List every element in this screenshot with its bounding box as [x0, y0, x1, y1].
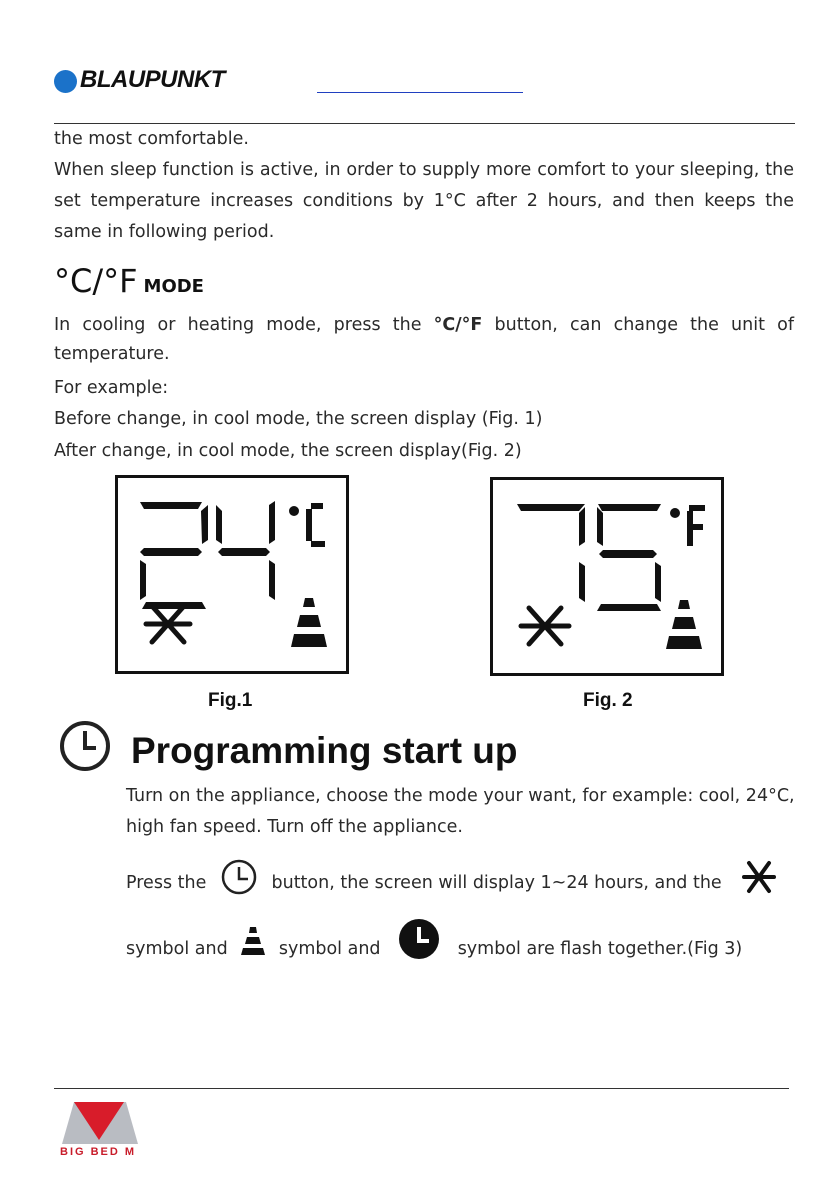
- clock-icon: [220, 858, 258, 896]
- after-text: After change, in cool mode, the screen display(Fig. 2): [54, 441, 522, 461]
- symbols-text-3: symbol are flash together.(Fig 3): [457, 939, 743, 959]
- press-line: [126, 864, 796, 902]
- text-line-continuation: the most comfortable.: [54, 129, 249, 149]
- clock-icon: [58, 719, 112, 773]
- segment: [140, 502, 202, 509]
- display-figure-1: [115, 475, 349, 674]
- symbols-text-2: symbol and: [278, 939, 381, 959]
- clock-filled-icon: [398, 918, 440, 960]
- symbols-line: [126, 928, 796, 968]
- footer-logo-text: BIG BED M: [60, 1146, 137, 1158]
- footer-rule: [54, 1088, 789, 1089]
- brand-logo-dot: [54, 70, 77, 93]
- figure-2-label: Fig. 2: [583, 690, 633, 711]
- snowflake-icon: [146, 606, 190, 642]
- snowflake-icon: [741, 860, 777, 894]
- press-text-post: button, the screen will display 1~24 hours, and the: [271, 873, 722, 893]
- programming-paragraph: Turn on the appliance, choose the mode your want, for example: cool, 24°C, high fan speed. Turn off the appliance.: [126, 786, 795, 837]
- brand-logo-text: BLAUPUNKT: [80, 66, 225, 93]
- heading-cf: °C/°F: [54, 262, 138, 300]
- fan-speed-icon: [291, 598, 327, 647]
- section-heading-cf-mode: [54, 262, 204, 300]
- fan-speed-icon: [241, 926, 265, 956]
- programming-title: Programming start up: [131, 730, 518, 771]
- before-text: Before change, in cool mode, the screen display (Fig. 1): [54, 409, 543, 429]
- symbols-text-1: symbol and: [126, 939, 228, 959]
- mode-text-post: button, can change the unit of temperature.: [54, 315, 795, 364]
- heading-mode: MODE: [143, 276, 204, 297]
- sleep-paragraph: When sleep function is active, in order to supply more comfort to your sleeping, the set temperature increases conditions by 1°C after 2 hours, and then keeps the same in following period.: [54, 160, 794, 242]
- mode-text-bold: °C/°F: [433, 315, 483, 335]
- figure-1-label: Fig.1: [208, 690, 253, 711]
- fan-speed-icon: [666, 600, 702, 649]
- lcd-display-75f: [493, 480, 721, 673]
- mode-paragraph: [54, 311, 794, 369]
- snowflake-icon: [521, 608, 569, 644]
- header-link-underline: [317, 92, 523, 93]
- press-text-pre: Press the: [126, 873, 207, 893]
- example-text: For example:: [54, 378, 169, 398]
- lcd-display-24c: [118, 478, 346, 671]
- mode-text-pre: In cooling or heating mode, press the: [54, 315, 434, 335]
- display-figure-2: [490, 477, 724, 676]
